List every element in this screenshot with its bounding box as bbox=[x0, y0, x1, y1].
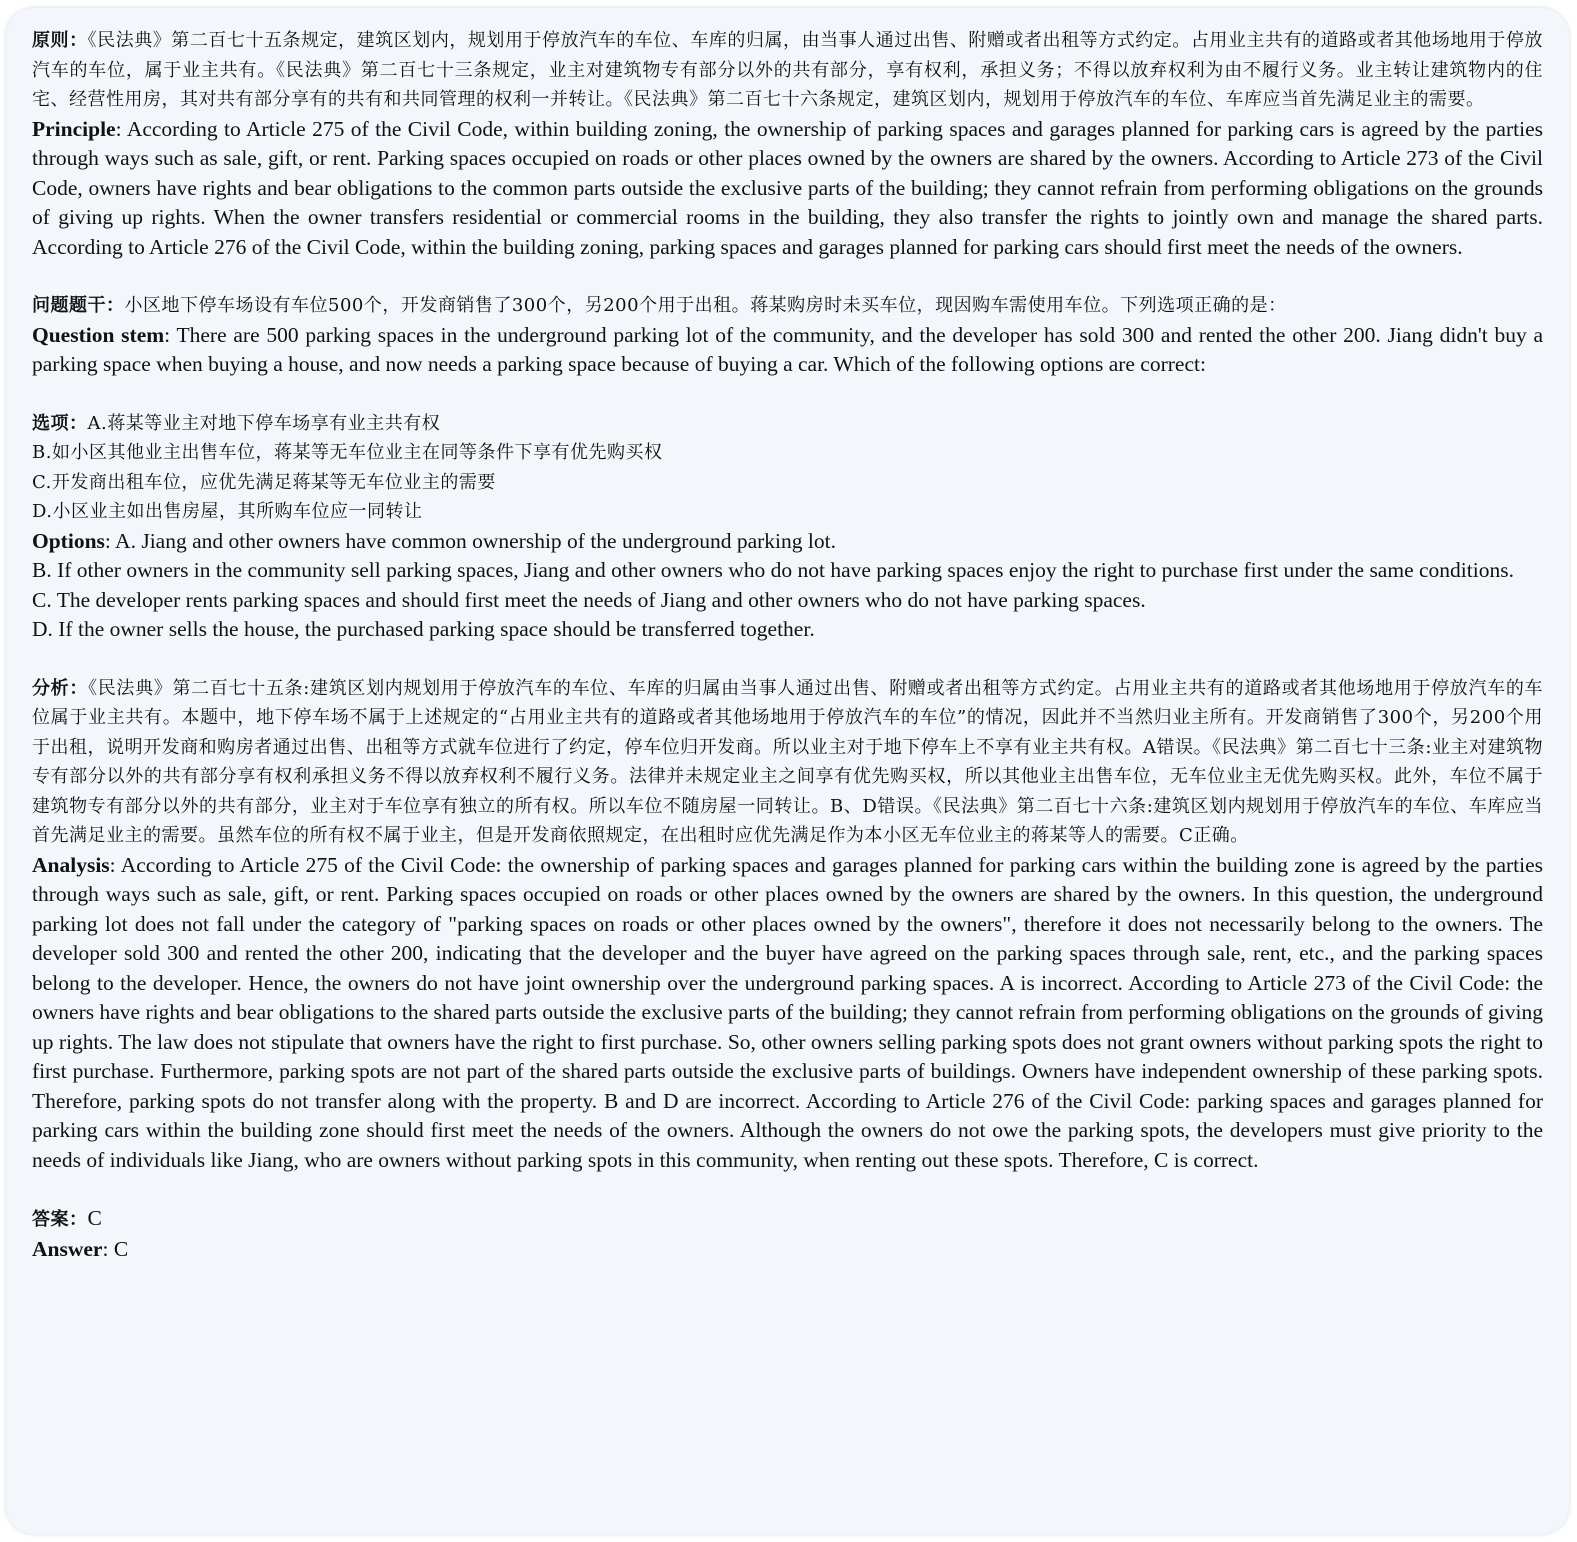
option-zh-b: B.如小区其他业主出售车位，蒋某等无车位业主在同等条件下享有优先购买权 bbox=[32, 442, 663, 463]
analysis-en-label: Analysis bbox=[32, 852, 110, 877]
question-en-text: : There are 500 parking spaces in the underground parking lot of the community, and the developer has sold 300 and rented the other 200. Jiang didn't buy a parking space when buying a house, and now needs a parking space because of buying a car. Which of the following options are correct: bbox=[32, 322, 1543, 376]
answer-en-label: Answer bbox=[32, 1236, 103, 1261]
spacer bbox=[32, 1175, 1543, 1204]
question-zh bbox=[32, 291, 1543, 321]
question-zh-text: 小区地下停车场设有车位500个，开发商销售了300个，另200个用于出租。蒋某购房时未买车位，现因购车需使用车位。下列选项正确的是： bbox=[124, 295, 1287, 316]
spacer bbox=[32, 380, 1543, 409]
answer-zh-label: 答案： bbox=[32, 1209, 88, 1230]
principle-zh-text: 《民法典》第二百七十五条规定，建筑区划内，规划用于停放汽车的车位、车库的归属，由当事人通过出售、附赠或者出租等方式约定。占用业主共有的道路或者其他场地用于停放汽车的车位，属于业主共有。《民法典》第二百七十三条规定，业主对建筑物专有部分以外的共有部分，享有权利，承担义务；不得以放弃权利为由不履行义务。业主转让建筑物内的住宅、经营性用房，其对共有部分享有的共有和共同管理的权利一并转让。《民法典》第二百七十六条规定，建筑区划内，规划用于停放汽车的车位、车库应当首先满足业主的需要。 bbox=[32, 30, 1544, 110]
spacer bbox=[32, 262, 1543, 291]
principle-en-text: : According to Article 275 of the Civil Code, within building zoning, the ownership of parking spaces and garages planned for parking cars is agreed by the parties through ways such as sale, gift, or rent. Parking spaces occupied on roads or other places owned by the owners are shared by the owners. According to Article 273 of the Civil Code, owners have rights and bear obligations to the common parts outside the exclusive parts of the building; they cannot refrain from performing obligations on the grounds of giving up rights. When the owner transfers residential or commercial rooms in the building, they also transfer the rights to jointly own and manage the shared parts. According to Article 276 of the Civil Code, within the building zoning, parking spaces and garages planned for parking cars should first meet the needs of the owners. bbox=[32, 116, 1543, 259]
analysis-zh-label: 分析： bbox=[32, 677, 89, 699]
option-en-a-text: : A. Jiang and other owners have common ownership of the underground parking lot. bbox=[104, 528, 836, 553]
document-card bbox=[6, 8, 1569, 1534]
analysis-zh-text: 《民法典》第二百七十五条:建筑区划内规划用于停放汽车的车位、车库的归属由当事人通过出售、附赠或者出租等方式约定。占用业主共有的道路或者其他场地用于停放汽车的车位属于业主共有。本题中，地下停车场不属于上述规定的“占用业主共有的道路或者其他场地用于停放汽车的车位”的情况，因此并不当然归业主所有。开发商销售了300个，另200个用于出租，说明开发商和购房者通过出售、出租等方式就车位进行了约定，停车位归开发商。所以业主对于地下停车上不享有业主共有权。A错误。《民法典》第二百七十三条:业主对建筑物专有部分以外的共有部分享有权利承担义务不得以放弃权利不履行义务。法律并未规定业主之间享有优先购买权，所以其他业主出售车位，无车位业主无优先购买权。此外，车位不属于建筑物专有部分以外的共有部分，业主对于车位享有独立的所有权。所以车位不随房屋一同转让。B、D错误。《民法典》第二百七十六条:建筑区划内规划用于停放汽车的车位、车库应当首先满足业主的需要。虽然车位的所有权不属于业主，但是开发商依照规定，在出租时应优先满足作为本小区无车位业主的蒋某等人的需要。C正确。 bbox=[32, 677, 1544, 846]
option-zh-d: D.小区业主如出售房屋，其所购车位应一同转让 bbox=[32, 501, 423, 522]
analysis-en-text: : According to Article 275 of the Civil Code: the ownership of parking spaces and garages planned for parking cars within the building zone is agreed by the parties through ways such as sale, gift, or rent. Parking spaces occupied on roads or other places owned by the owners are shared by the owners. In this question, the underground parking lot does not fall under the category of "parking spaces on roads or other places owned by the owners", therefore it does not necessarily belong to the owners. The developer sold 300 and rented the other 200, indicating that the developer and the buyer have agreed on the parking spaces through sale, rent, etc., and the parking spaces belong to the developer. Hence, the owners do not have joint ownership over the underground parking spaces. A is incorrect. According to Article 273 of the Civil Code: the owners have rights and bear obligations to the shared parts outside the exclusive parts of the building; they cannot refrain from performing obligations on the grounds of giving up rights. The law does not stipulate that owners have the right to first purchase. So, other owners selling parking spots does not grant owners without parking spots the right to first purchase. Furthermore, parking spots are not part of the shared parts outside the exclusive parts of buildings. Owners have independent ownership of these parking spots. Therefore, parking spots do not transfer along with the property. B and D are incorrect. According to Article 276 of the Civil Code: parking spaces and garages planned for parking cars within the building zone should first meet the needs of the owners. Although the owners do not owe the parking spots, the developers must give priority to the needs of individuals like Jiang, who are owners without parking spots in this community, when renting out these spots. Therefore, C is correct. bbox=[32, 852, 1543, 1172]
principle-zh bbox=[32, 26, 1543, 115]
option-en-b: B. If other owners in the community sell parking spaces, Jiang and other owners who do not have parking spaces enjoy the right to purchase first under the same conditions. bbox=[32, 558, 1514, 582]
analysis-zh bbox=[32, 674, 1543, 851]
option-en-c: C. The developer rents parking spaces and should first meet the needs of Jiang and other owners who do not have parking spaces. bbox=[32, 587, 1146, 612]
question-en bbox=[32, 321, 1543, 380]
option-zh-a-text: A.蒋某等业主对地下停车场享有业主共有权 bbox=[87, 412, 441, 434]
principle-en-label: Principle bbox=[32, 116, 116, 141]
analysis-en bbox=[32, 851, 1543, 1176]
answer-en-text: : C bbox=[102, 1236, 129, 1261]
options-en bbox=[32, 527, 1543, 645]
principle-en bbox=[32, 115, 1543, 263]
option-zh-a bbox=[32, 409, 1543, 439]
spacer bbox=[32, 645, 1543, 674]
question-en-label: Question stem bbox=[32, 322, 165, 347]
principle-zh-label: 原则： bbox=[32, 30, 88, 51]
question-zh-label: 问题题干： bbox=[32, 295, 125, 316]
options-zh-label: 选项： bbox=[32, 412, 88, 434]
option-en-d: D. If the owner sells the house, the purchased parking space should be transferred together. bbox=[32, 617, 815, 641]
option-zh-c: C.开发商出租车位，应优先满足蒋某等无车位业主的需要 bbox=[32, 471, 496, 493]
options-zh bbox=[32, 409, 1543, 527]
option-en-a bbox=[32, 527, 1543, 557]
options-en-label: Options bbox=[32, 528, 105, 553]
answer-zh-text: C bbox=[87, 1206, 103, 1230]
answer-en bbox=[32, 1235, 1543, 1265]
answer-zh bbox=[32, 1204, 1543, 1235]
